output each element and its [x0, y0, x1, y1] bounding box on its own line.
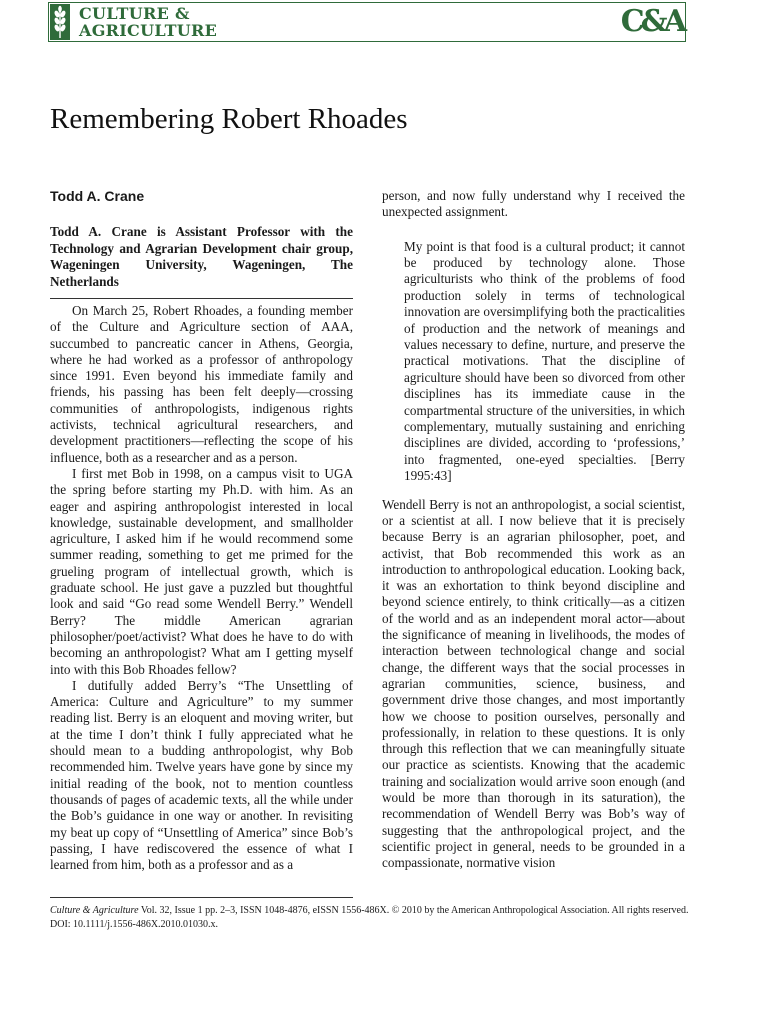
citation-footer: [50, 904, 690, 932]
body-paragraph-continued: person, and now fully understand why I received the unexpected assignment.: [382, 188, 685, 220]
body-paragraph-2: I first met Bob in 1998, on a campus visit to UGA the spring before starting my Ph.D. with him. As an eager and aspiring anthropologist interested in local knowledge, sustainable development, and smallholder agriculture, I asked him if he would recommend some summer reading, something to get me primed for the grueling program of intellectual growth, which is graduate school. He just gave a puzzled but thoughtful look and said “Go read some Wendell Berry.” Wendell Berry? The middle American agrarian philosopher/poet/activist? What does he have to do with becoming an anthropologist? What am I getting myself into with this Bob Rhoades fellow?: [50, 465, 353, 677]
author-affiliation: Todd A. Crane is Assistant Professor with the Technology and Agrarian Development chair group, Wageningen University, Wageningen, The Netherlands: [50, 224, 353, 289]
journal-title: [79, 5, 217, 39]
right-column: [382, 188, 685, 872]
journal-banner: [48, 2, 686, 42]
author-name: Todd A. Crane: [50, 188, 145, 204]
journal-title-line2: AGRICULTURE: [79, 21, 218, 40]
body-paragraph-3: I dutifully added Berry’s “The Unsettling of America: Culture and Agriculture” to my summer reading list. Berry is an eloquent and moving writer, but at the time I don’t think I fully appreciated what he should mean to a budding anthropologist, why Bob recommended him. Twelve years have gone by since my initial reading of the book, not to mention countless thousands of pages of academic texts, all the while under the Bob’s guidance in one way or another. In revisiting my beat up copy of “Unsettling of America” since Bob’s passing, I have rediscovered the essence of what I learned from him, both as a professor and as a: [50, 677, 353, 873]
journal-logo: C&A: [620, 4, 683, 39]
article-title: Remembering Robert Rhoades: [50, 103, 408, 135]
body-paragraph-1: On March 25, Robert Rhoades, a founding member of the Culture and Agriculture section of AAA, succumbed to pancreatic cancer in Athens, Georgia, where he had worked as a professor of anthropology since 1991. Even beyond his immediate family and friends, his passing has been felt deeply—crossing communities of anthropologists, indigenous rights activists, technical agricultural researchers, and development practitioners—reflecting the scope of his influence, both as a researcher and as a person.: [50, 303, 353, 465]
footer-citation: Vol. 32, Issue 1 pp. 2–3, ISSN 1048-4876, eISSN 1556-486X. © 2010 by the American Anthropological Association. All rights reserved. DOI: 10.1111/j.1556-486X.2010.01030.x.: [50, 905, 689, 930]
journal-title-line1: CULTURE &: [79, 4, 190, 23]
block-quote: My point is that food is a cultural product; it cannot be produced by technology alone. Those agriculturists who think of the problems of food production solely in terms of technological innovation are oversimplifying both the practicalities of production and the network of meanings and values necessary to define, nurture, and preserve the practical motivations. That the discipline of agriculture should have been so divorced from other disciplines has its immediate cause in the compartmental structure of the universities, in which complementary, mutually sustaining and enriching disciplines are divided, according to ‘professions,’ into fragmented, one-eyed specialties. [Berry 1995:43]: [404, 238, 685, 484]
footer-journal-name: Culture & Agriculture: [50, 905, 139, 916]
affiliation-divider: [50, 298, 353, 299]
body-paragraph-4: Wendell Berry is not an anthropologist, a social scientist, or a scientist at all. I now believe that it is precisely because Berry is an agrarian philosopher, poet, and activist, that Bob recommended this work as an introduction to anthropological education. Looking back, it was an exhortation to think beyond discipline and beyond science entirely, to think critically—as a citizen of the world and as an independent moral actor—about the significance of meaning in livelihoods, the modes of interaction between technological change and social change, the different ways that the social processes in agrarian communities, science, business, and government drive those changes, and most importantly how we choose to position ourselves, personally and professionally, in relation to these questions. It is only through this reflection that we can meaningfully situate our practice as scientists. Knowing that the academic training and socialization would arrive soon enough (and would be more than thorough in its saturation), the recommendation of Wendell Berry was Bob’s way of suggesting that the anthropological project, and the scientific project in general, needs to be grounded in a compassionate, normative vision: [382, 496, 685, 871]
wheat-icon: [50, 4, 70, 40]
left-column: [50, 186, 353, 873]
footer-divider: [50, 897, 353, 898]
